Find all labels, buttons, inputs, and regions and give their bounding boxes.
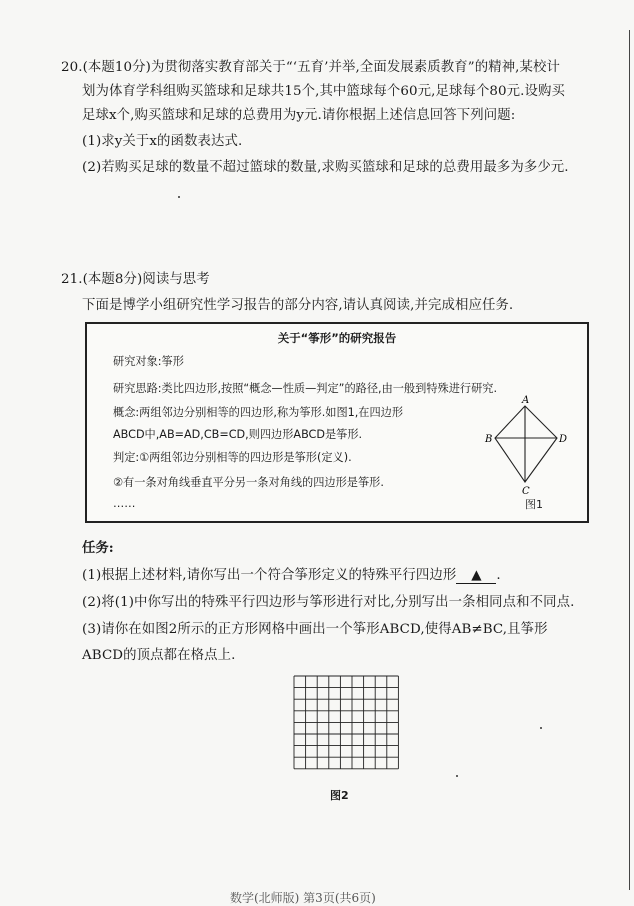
page-edge-line — [629, 30, 630, 890]
q20-subquestion-1: (1)求y关于x的函数表达式. — [82, 134, 243, 149]
speck — [178, 196, 180, 198]
q21-header: 21.(本题8分)阅读与思考 — [61, 272, 210, 287]
task-1-end: . — [496, 568, 501, 583]
task-3-continued: ABCD的顶点都在格点上. — [82, 648, 236, 663]
kite-figure-1 — [487, 396, 567, 506]
report-line-criterion-1: 判定:①两组邻边分别相等的四边形是筝形(定义). — [113, 451, 352, 464]
vertex-label-a: A — [522, 395, 530, 406]
figure-1-caption: 图1 — [525, 498, 543, 511]
task-3: (3)请你在如图2所示的正方形网格中画出一个筝形ABCD,使得AB≠BC,且筝形 — [82, 622, 548, 637]
speck — [456, 775, 458, 777]
vertex-label-d: D — [559, 434, 568, 445]
q20-line-3: 足球x个,购买篮球和足球的总费用为y元.请你根据上述信息回答下列问题: — [82, 108, 516, 123]
figure-2-caption: 图2 — [330, 789, 349, 802]
page-footer: 数学(北师版) 第3页(共6页) — [230, 891, 376, 905]
report-line-approach: 研究思路:类比四边形,按照“概念—性质—判定”的路径,由一般到特殊进行研究. — [113, 382, 498, 395]
q20-subquestion-2: (2)若购买足球的数量不超过篮球的数量,求购买篮球和足球的总费用最多为多少元. — [82, 160, 569, 175]
report-line-object: 研究对象:筝形 — [113, 355, 184, 368]
report-line-concept: 概念:两组邻边分别相等的四边形,称为筝形.如图1,在四边形 — [113, 406, 404, 419]
task-2: (2)将(1)中你写出的特殊平行四边形与筝形进行对比,分别写出一条相同点和不同点. — [82, 595, 575, 610]
report-title: 关于“筝形”的研究报告 — [277, 331, 397, 345]
q20-line-2: 划为体育学科组购买篮球和足球共15个,其中篮球每个60元,足球每个80元.设购买 — [82, 84, 565, 99]
report-box — [85, 322, 589, 523]
report-line-ellipsis: …… — [113, 497, 136, 510]
task-header: 任务: — [82, 540, 114, 556]
vertex-label-c: C — [522, 486, 530, 497]
task-1-text: (1)根据上述材料,请你写出一个符合筝形定义的特殊平行四边形 — [82, 568, 457, 583]
square-grid-figure-2 — [292, 674, 402, 778]
vertex-label-b: B — [485, 434, 493, 445]
answer-blank[interactable]: ▲ — [456, 568, 496, 584]
q20-line-1: 20.(本题10分)为贯彻落实教育部关于“‘五育’并举,全面发展素质教育”的精神,某校计 — [61, 60, 561, 75]
q21-intro: 下面是博学小组研究性学习报告的部分内容,请认真阅读,并完成相应任务. — [82, 298, 514, 313]
task-1 — [82, 564, 501, 584]
report-line-criterion-2: ②有一条对角线垂直平分另一条对角线的四边形是筝形. — [113, 476, 384, 489]
speck — [540, 727, 542, 729]
report-line-example: ABCD中,AB=AD,CB=CD,则四边形ABCD是筝形. — [113, 428, 363, 441]
